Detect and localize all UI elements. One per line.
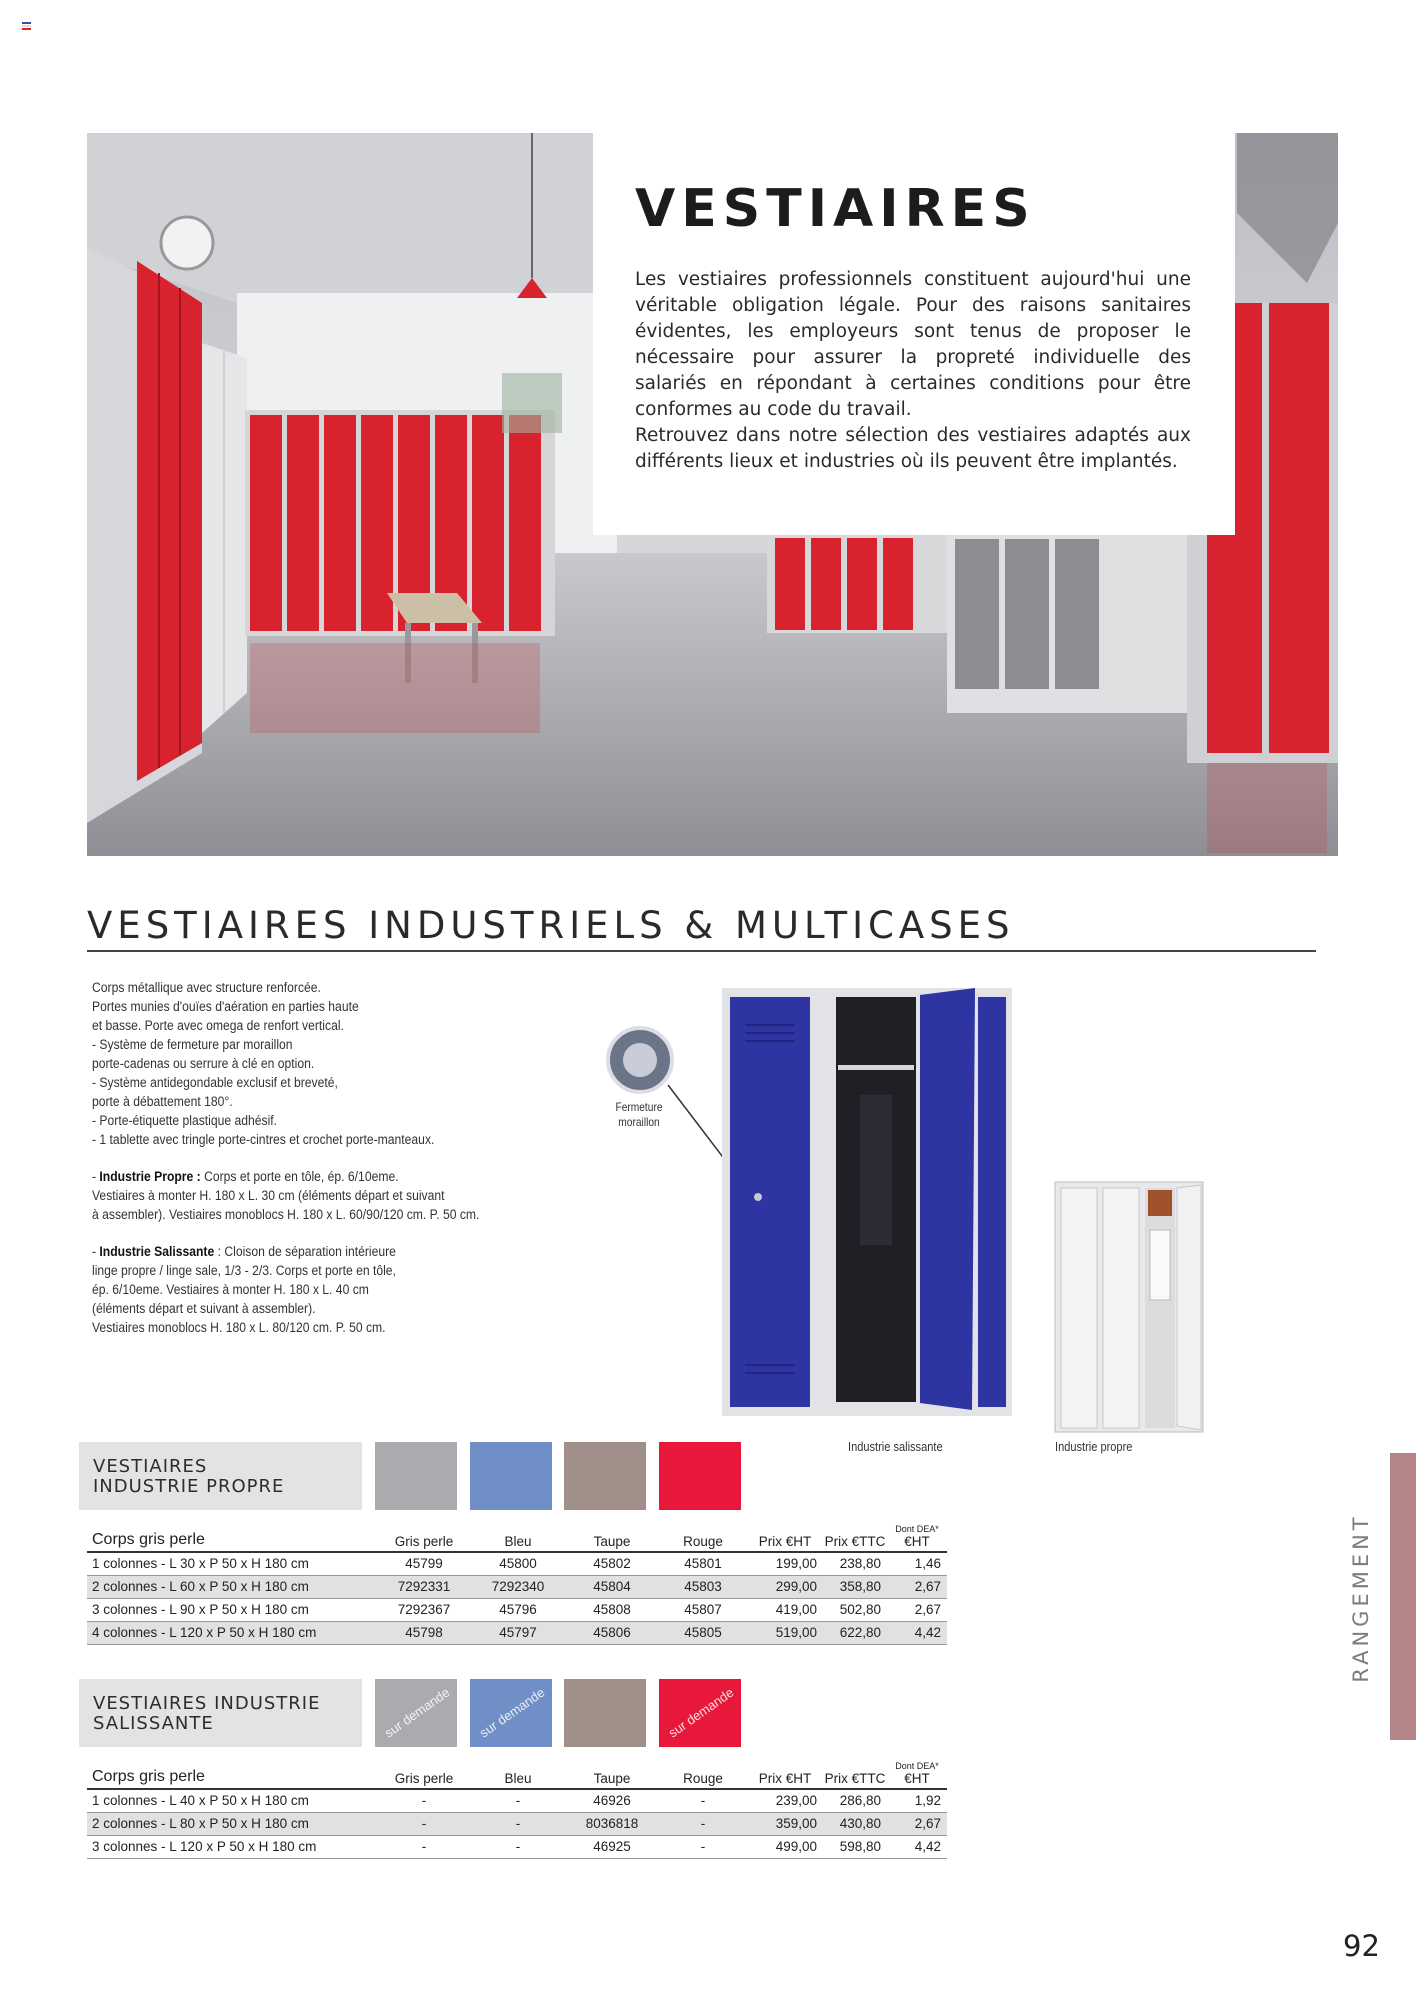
table-row (87, 1598, 947, 1621)
table-salissante (87, 1761, 947, 1859)
blue-locker-image (600, 985, 1020, 1425)
cell: 1,46 (887, 1552, 947, 1575)
cell: 1 colonnes - L 40 x P 50 x H 180 cm (87, 1789, 377, 1812)
on-request-label: sur demande (381, 1684, 453, 1741)
cell: 419,00 (747, 1598, 823, 1621)
desc-line: (éléments départ et suivant à assembler). (92, 1301, 316, 1316)
propre-caption: Industrie propre (1055, 1439, 1133, 1454)
col-header: Bleu (471, 1524, 565, 1552)
cell: 286,80 (823, 1789, 887, 1812)
cell: 45801 (659, 1552, 747, 1575)
cell: 1 colonnes - L 30 x P 50 x H 180 cm (87, 1552, 377, 1575)
cell: 3 colonnes - L 90 x P 50 x H 180 cm (87, 1598, 377, 1621)
cell: 8036818 (565, 1812, 659, 1835)
col-header: Prix €HT (747, 1524, 823, 1552)
col-header: Taupe (565, 1761, 659, 1789)
desc-line: porte à débattement 180°. (92, 1094, 233, 1109)
table-title-line: SALISSANTE (93, 1713, 214, 1734)
page-number: 92 (1343, 1929, 1380, 1963)
cell: 45805 (659, 1621, 747, 1644)
closure-label-line: Fermeture (615, 1100, 663, 1114)
cell: 622,80 (823, 1621, 887, 1644)
cell: 45808 (565, 1598, 659, 1621)
desc-line: - 1 tablette avec tringle porte-cintres et crochet porte-manteaux. (92, 1132, 435, 1147)
table-row (87, 1621, 947, 1644)
swatch-taupe (564, 1442, 646, 1510)
col-header: Corps gris perle (87, 1761, 377, 1789)
section-tab-label: RANGEMENT (1349, 1513, 1373, 1683)
closure-label-line: moraillon (618, 1115, 660, 1129)
desc-line: Vestiaires monoblocs H. 180 x L. 80/120 cm. P. 50 cm. (92, 1320, 386, 1335)
desc-line: Corps métallique avec structure renforcée. (92, 980, 321, 995)
cell: 2 colonnes - L 60 x P 50 x H 180 cm (87, 1575, 377, 1598)
table-propre (87, 1524, 947, 1645)
section-divider (87, 950, 1316, 952)
cell: 45800 (471, 1552, 565, 1575)
desc-text: : Cloison de séparation intérieure (214, 1244, 396, 1259)
col-header: Rouge (659, 1524, 747, 1552)
cell: 239,00 (747, 1789, 823, 1812)
table-row (87, 1835, 947, 1858)
col-header: Gris perle (377, 1524, 471, 1552)
table-header-row (87, 1761, 947, 1789)
col-header (887, 1761, 947, 1789)
cell: 2,67 (887, 1812, 947, 1835)
cell: 299,00 (747, 1575, 823, 1598)
cell: 519,00 (747, 1621, 823, 1644)
cell: - (471, 1812, 565, 1835)
table-row (87, 1789, 947, 1812)
col-header: Rouge (659, 1761, 747, 1789)
col-header: Gris perle (377, 1761, 471, 1789)
col-header-label: €HT (904, 1771, 930, 1786)
intro-paragraph: Retrouvez dans notre sélection des vestiaires adaptés aux différents lieux et industries où ils peuvent être implantés. (635, 425, 1191, 472)
col-header: Taupe (565, 1524, 659, 1552)
cell: 359,00 (747, 1812, 823, 1835)
on-request-label: sur demande (476, 1684, 548, 1741)
swatch-bleu (470, 1679, 552, 1747)
dea-note: Dont DEA* (895, 1524, 939, 1534)
cell: 3 colonnes - L 120 x P 50 x H 180 cm (87, 1835, 377, 1858)
cell: 45807 (659, 1598, 747, 1621)
desc-line: et basse. Porte avec omega de renfort vertical. (92, 1018, 344, 1033)
desc-text: Corps et porte en tôle, ép. 6/10eme. (200, 1169, 399, 1184)
cell: 502,80 (823, 1598, 887, 1621)
intro-text (635, 267, 1191, 475)
cell: - (471, 1789, 565, 1812)
table-title-line: INDUSTRIE PROPRE (93, 1476, 285, 1497)
cell: - (659, 1812, 747, 1835)
col-header: Bleu (471, 1761, 565, 1789)
swatch-gris-perle (375, 1442, 457, 1510)
dea-note: Dont DEA* (895, 1761, 939, 1771)
cell: 45806 (565, 1621, 659, 1644)
cell: 4 colonnes - L 120 x P 50 x H 180 cm (87, 1621, 377, 1644)
desc-line: à assembler). Vestiaires monoblocs H. 180 x L. 60/90/120 cm. P. 50 cm. (92, 1207, 480, 1222)
cell: 4,42 (887, 1835, 947, 1858)
cell: 45799 (377, 1552, 471, 1575)
cell: 2,67 (887, 1598, 947, 1621)
cell: 46925 (565, 1835, 659, 1858)
desc-line: porte-cadenas ou serrure à clé en option. (92, 1056, 315, 1071)
white-locker-image (1053, 1180, 1208, 1435)
section-title: VESTIAIRES INDUSTRIELS & MULTICASES (87, 904, 1015, 947)
cell: 4,42 (887, 1621, 947, 1644)
salissante-label: Industrie Salissante (99, 1244, 215, 1259)
table-salissante-title (79, 1679, 362, 1747)
cell: 358,80 (823, 1575, 887, 1598)
cell: 45803 (659, 1575, 747, 1598)
section-tab (1390, 1453, 1416, 1740)
cell: 199,00 (747, 1552, 823, 1575)
table-header-row (87, 1524, 947, 1552)
table-title-line: VESTIAIRES (93, 1456, 208, 1477)
cell: - (659, 1789, 747, 1812)
cell: 238,80 (823, 1552, 887, 1575)
cell: 45802 (565, 1552, 659, 1575)
swatch-taupe (564, 1679, 646, 1747)
cell: - (471, 1835, 565, 1858)
col-header (887, 1524, 947, 1552)
cell: 499,00 (747, 1835, 823, 1858)
cell: 45796 (471, 1598, 565, 1621)
table-propre-title (79, 1442, 362, 1510)
cell: 46926 (565, 1789, 659, 1812)
page-title: VESTIAIRES (635, 179, 1036, 239)
propre-label: Industrie Propre : (99, 1169, 201, 1184)
col-header: Corps gris perle (87, 1524, 377, 1552)
swatch-gris-perle (375, 1679, 457, 1747)
desc-line: ép. 6/10eme. Vestiaires à monter H. 180 x L. 40 cm (92, 1282, 369, 1297)
flag-icon (22, 22, 31, 29)
desc-line: - Industrie Salissante : Cloison de séparation intérieure (92, 1244, 396, 1259)
table-row (87, 1812, 947, 1835)
product-description (92, 978, 515, 1337)
desc-line: - Industrie Propre : Corps et porte en tôle, ép. 6/10eme. (92, 1169, 399, 1184)
desc-line: Portes munies d'ouïes d'aération en parties haute (92, 999, 359, 1014)
cell: 7292340 (471, 1575, 565, 1598)
cell: - (377, 1789, 471, 1812)
cell: 430,80 (823, 1812, 887, 1835)
table-row (87, 1552, 947, 1575)
cell: 45798 (377, 1621, 471, 1644)
col-header: Prix €TTC (823, 1524, 887, 1552)
desc-line: - Système antidegondable exclusif et breveté, (92, 1075, 338, 1090)
cell: 598,80 (823, 1835, 887, 1858)
intro-box (593, 133, 1235, 535)
cell: - (377, 1835, 471, 1858)
salissante-caption: Industrie salissante (848, 1439, 943, 1454)
intro-paragraph: Les vestiaires professionnels constituent aujourd'hui une véritable obligation légale. Pour des raisons sanitaires évidentes, les employeurs sont tenus de proposer le nécessaire pour assurer la propreté individuelle des salariés en répondant à certaines conditions pour être conformes au code du travail. (635, 269, 1191, 420)
swatch-rouge (659, 1442, 741, 1510)
col-header: Prix €TTC (823, 1761, 887, 1789)
swatch-bleu (470, 1442, 552, 1510)
table-row (87, 1575, 947, 1598)
cell: 7292367 (377, 1598, 471, 1621)
col-header-label: €HT (904, 1534, 930, 1549)
closure-label (611, 1100, 667, 1130)
cell: 2,67 (887, 1575, 947, 1598)
cell: 2 colonnes - L 80 x P 50 x H 180 cm (87, 1812, 377, 1835)
desc-line: Vestiaires à monter H. 180 x L. 30 cm (éléments départ et suivant (92, 1188, 445, 1203)
cell: - (377, 1812, 471, 1835)
cell: - (659, 1835, 747, 1858)
desc-line: - Porte-étiquette plastique adhésif. (92, 1113, 278, 1128)
desc-line: linge propre / linge sale, 1/3 - 2/3. Corps et porte en tôle, (92, 1263, 396, 1278)
swatch-rouge (659, 1679, 741, 1747)
cell: 1,92 (887, 1789, 947, 1812)
cell: 45804 (565, 1575, 659, 1598)
table-title-line: VESTIAIRES INDUSTRIE (93, 1693, 321, 1714)
on-request-label: sur demande (665, 1684, 737, 1741)
cell: 45797 (471, 1621, 565, 1644)
col-header: Prix €HT (747, 1761, 823, 1789)
cell: 7292331 (377, 1575, 471, 1598)
desc-line: - Système de fermeture par moraillon (92, 1037, 293, 1052)
